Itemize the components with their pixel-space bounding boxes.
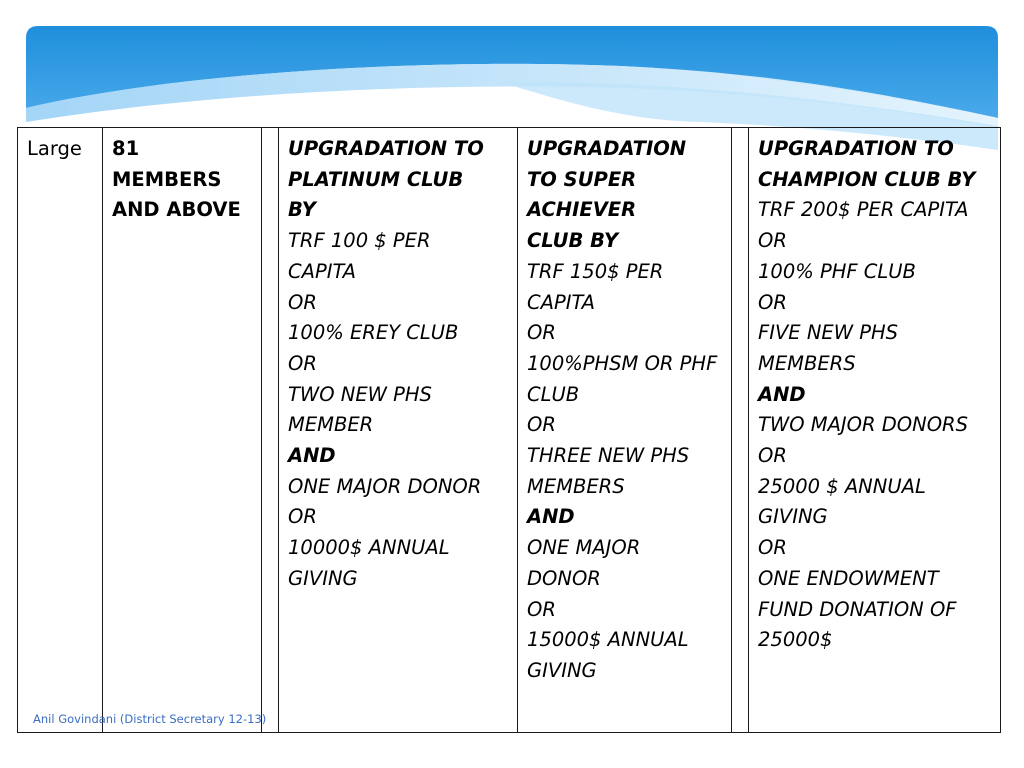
criteria-line: CHAMPION CLUB BY bbox=[758, 167, 976, 191]
table-row bbox=[18, 128, 1001, 733]
criteria-line: OR bbox=[527, 597, 556, 621]
criteria-line: TRF 100 $ PER bbox=[288, 229, 431, 253]
footer-credit: Anil Govindani (District Secretary 12-13) bbox=[33, 712, 267, 726]
criteria-line: OR bbox=[527, 321, 556, 345]
members-line: MEMBERS bbox=[112, 167, 222, 191]
criteria-line: ONE ENDOWMENT bbox=[758, 566, 939, 590]
criteria-line: TWO MAJOR DONORS bbox=[758, 413, 968, 437]
criteria-line: GIVING bbox=[527, 658, 597, 682]
criteria-line: 100%PHSM OR PHF bbox=[527, 351, 718, 375]
criteria-line: 100% PHF CLUB bbox=[758, 259, 916, 283]
criteria-line: 25000$ bbox=[758, 628, 833, 652]
club-size-cell bbox=[18, 128, 103, 733]
criteria-line: OR bbox=[288, 351, 317, 375]
criteria-line: OR bbox=[527, 413, 556, 437]
criteria-line: OR bbox=[758, 290, 787, 314]
criteria-line: UPGRADATION TO bbox=[758, 137, 954, 160]
criteria-line: PLATINUM CLUB bbox=[288, 167, 464, 191]
club-size-label: Large bbox=[27, 137, 82, 160]
criteria-line: AND bbox=[527, 505, 575, 529]
criteria-line: OR bbox=[758, 444, 787, 468]
super-achiever-club-criteria bbox=[518, 128, 732, 733]
criteria-line: 25000 $ ANNUAL bbox=[758, 474, 926, 498]
criteria-line: MEMBER bbox=[288, 413, 374, 437]
champion-club-criteria bbox=[749, 128, 1001, 733]
criteria-line: FUND DONATION OF bbox=[758, 597, 957, 621]
criteria-line: MEMBERS bbox=[527, 474, 625, 498]
column-divider bbox=[732, 128, 749, 733]
criteria-line: ACHIEVER bbox=[527, 198, 637, 222]
members-line: AND ABOVE bbox=[112, 198, 241, 222]
platinum-club-criteria bbox=[279, 128, 518, 733]
column-divider bbox=[262, 128, 279, 733]
criteria-line: ONE MAJOR DONOR bbox=[288, 474, 482, 498]
criteria-line: OR bbox=[758, 536, 787, 560]
members-cell bbox=[103, 128, 262, 733]
criteria-line: MEMBERS bbox=[758, 351, 856, 375]
criteria-line: CLUB bbox=[527, 382, 580, 406]
criteria-line: TRF 150$ PER bbox=[527, 259, 664, 283]
criteria-line: AND bbox=[758, 382, 806, 406]
criteria-line: CLUB BY bbox=[527, 229, 619, 253]
club-upgradation-table bbox=[17, 127, 1001, 733]
criteria-line: GIVING bbox=[758, 505, 828, 529]
criteria-line: 15000$ ANNUAL bbox=[527, 628, 689, 652]
criteria-line: UPGRADATION bbox=[527, 137, 687, 160]
criteria-line: OR bbox=[288, 290, 317, 314]
criteria-line: DONOR bbox=[527, 566, 601, 590]
criteria-line: CAPITA bbox=[288, 259, 356, 283]
criteria-line: OR bbox=[758, 229, 787, 253]
members-line: 81 bbox=[112, 137, 140, 160]
criteria-line: TWO NEW PHS bbox=[288, 382, 432, 406]
criteria-line: 100% EREY CLUB bbox=[288, 321, 459, 345]
criteria-line: TRF 200$ PER CAPITA bbox=[758, 198, 969, 222]
criteria-line: OR bbox=[288, 505, 317, 529]
criteria-line: BY bbox=[288, 198, 316, 222]
criteria-line: TO SUPER bbox=[527, 167, 637, 191]
criteria-line: 10000$ ANNUAL bbox=[288, 536, 450, 560]
criteria-line: CAPITA bbox=[527, 290, 595, 314]
criteria-line: ONE MAJOR bbox=[527, 536, 641, 560]
criteria-line: FIVE NEW PHS bbox=[758, 321, 899, 345]
criteria-line: GIVING bbox=[288, 566, 358, 590]
criteria-line: AND bbox=[288, 444, 336, 468]
criteria-line: THREE NEW PHS bbox=[527, 444, 690, 468]
criteria-line: UPGRADATION TO bbox=[288, 137, 484, 160]
